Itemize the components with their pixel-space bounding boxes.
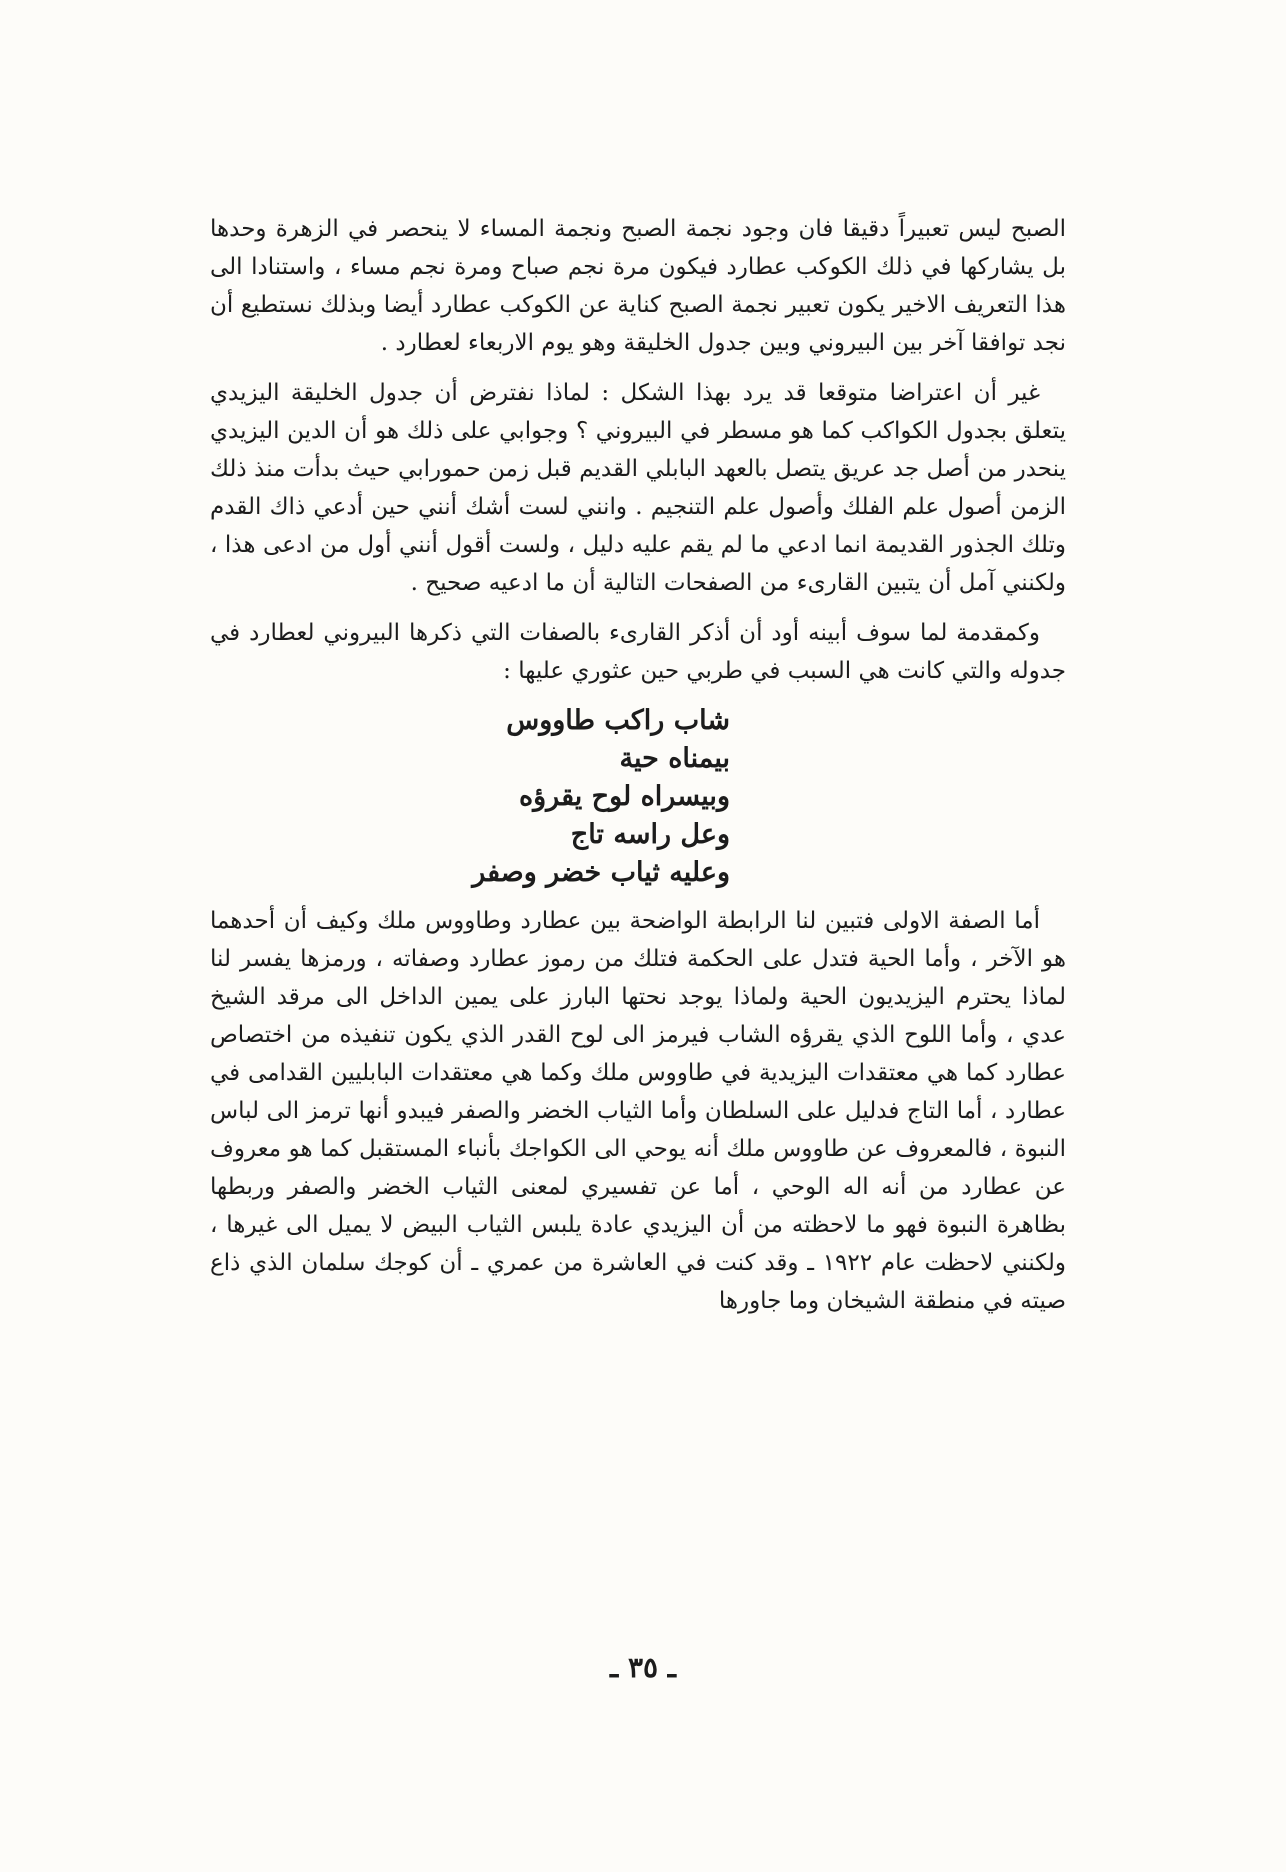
poem-line: وعليه ثياب خضر وصفر [472, 857, 730, 888]
poem-line: بيمناه حية [619, 743, 730, 774]
paragraph-1: الصبح ليس تعبيراً دقيقا فان وجود نجمة الصبح ونجمة المساء لا ينحصر في الزهرة وحدها بل يشاركها في ذلك الكوكب عطارد فيكون مرة نجم صباح ومرة نجم مساء ، واستنادا الى هذا التعريف الاخير يكون تعبير نجمة الصبح كناية عن الكوكب عطارد أيضا وبذلك نستطيع أن نجد توافقا آخر بين البيروني وبين جدول الخليقة وهو يوم الاربعاء لعطارد . [210, 216, 1066, 356]
page-body [210, 210, 1066, 1332]
page-number: ـ ٣٥ ـ [610, 1651, 676, 1684]
paragraph-3: وكمقدمة لما سوف أبينه أود أن أذكر القارىء بالصفات التي ذكرها البيروني لعطارد في جدوله والتي كانت هي السبب في طربي حين عثوري عليها : [210, 620, 1066, 684]
poem-verse [210, 702, 1066, 892]
poem-line: وعل راسه تاج [570, 819, 730, 850]
poem-line: وبيسراه لوح يقرؤه [519, 781, 730, 812]
paragraph-2: غير أن اعتراضا متوقعا قد يرد بهذا الشكل : لماذا نفترض أن جدول الخليقة اليزيدي يتعلق بجدول الكواكب كما هو مسطر في البيروني ؟ وجوابي على ذلك هو أن الدين اليزيدي ينحدر من أصل جد عريق يتصل بالعهد البابلي القديم قبل زمن حمورابي حيث بدأت منذ ذلك الزمن أصول علم الفلك وأصول علم التنجيم . وانني لست أشك أنني حين أدعي ذاك القدم وتلك الجذور القديمة انما ادعي ما لم يقم عليه دليل ، ولست أقول أنني أول من ادعى هذا ، ولكنني آمل أن يتبين القارىء من الصفحات التالية أن ما ادعيه صحيح . [210, 380, 1066, 596]
paragraph-4: أما الصفة الاولى فتبين لنا الرابطة الواضحة بين عطارد وطاووس ملك وكيف أن أحدهما هو الآخر ، وأما الحية فتدل على الحكمة فتلك من رموز عطارد وصفاته ، ورمزها يفسر لنا لماذا يحترم اليزيديون الحية ولماذا يوجد نحتها البارز على يمين الداخل الى مرقد الشيخ عدي ، وأما اللوح الذي يقرؤه الشاب فيرمز الى لوح القدر الذي يكون تنفيذه من اختصاص عطارد كما هي معتقدات اليزيدية في طاووس ملك وكما هي معتقدات البابليين القدامى في عطارد ، أما التاج فدليل على السلطان وأما الثياب الخضر والصفر فيبدو أنها ترمز الى لباس النبوة ، فالمعروف عن طاووس ملك أنه يوحي الى الكواجك بأنباء المستقبل كما هو معروف عن عطارد من أنه اله الوحي ، أما عن تفسيري لمعنى الثياب الخضر والصفر وربطها بظاهرة النبوة فهو ما لاحظته من أن اليزيدي عادة يلبس الثياب البيض لا يميل الى غيرها ، ولكنني لاحظت عام ١٩٢٢ ـ وقد كنت في العاشرة من عمري ـ أن كوجك سلمان الذي ذاع صيته في منطقة الشيخان وما جاورها [210, 908, 1066, 1314]
poem-line: شاب راكب طاووس [506, 705, 730, 736]
